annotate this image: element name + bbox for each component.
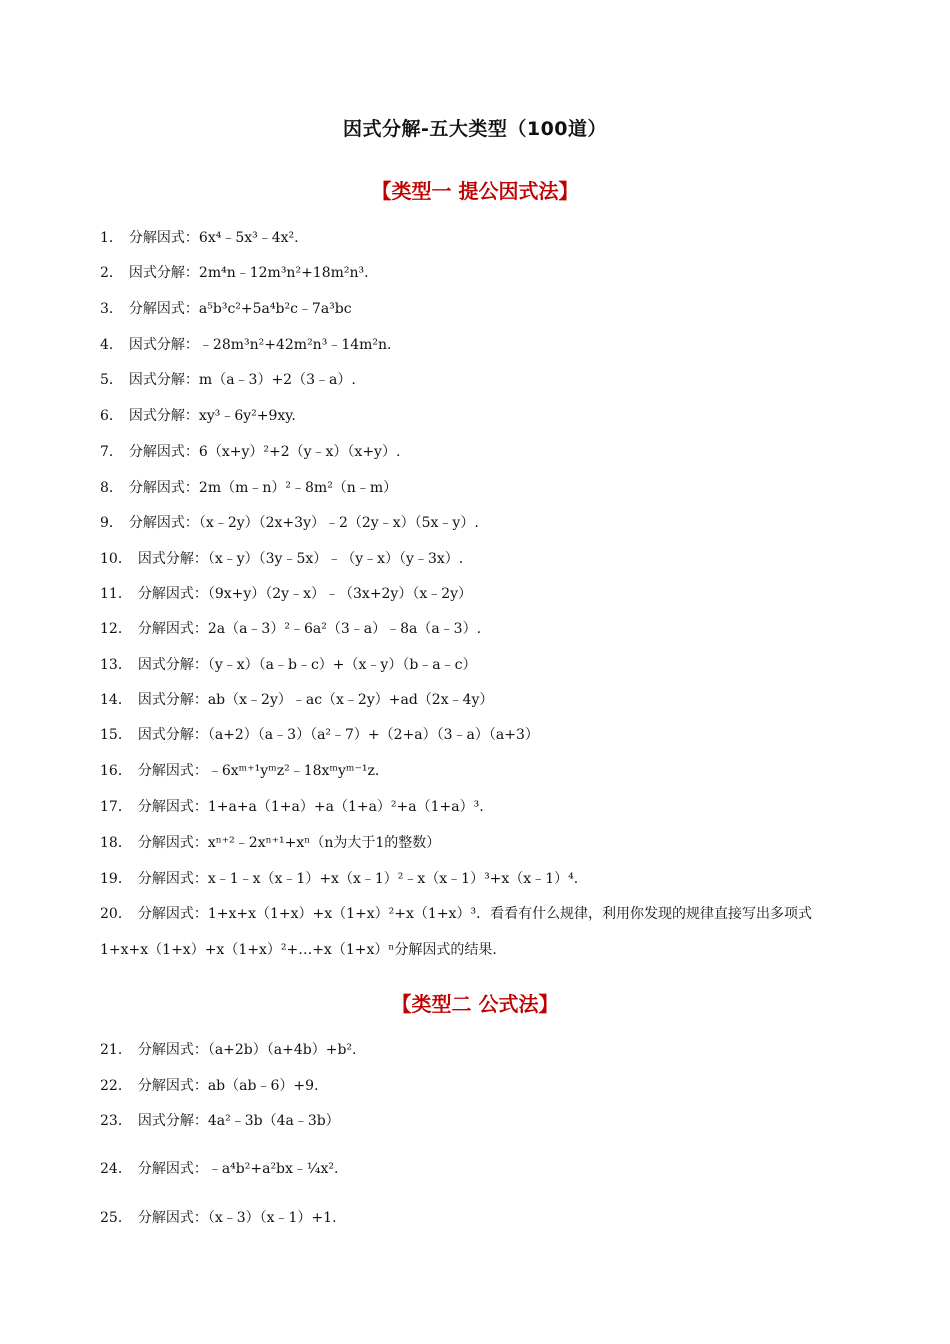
problem-text: 分解因式：a⁵b³c²+5a⁴b²c﹣7a³bc <box>128 301 352 317</box>
page-title: 因式分解-五大类型（100道） <box>342 118 608 140</box>
problem-item <box>100 717 870 753</box>
problem-number: 10． <box>100 551 132 567</box>
problem-text: 因式分解：xy³﹣6y²+9xy. <box>128 408 296 424</box>
problem-item <box>100 576 870 612</box>
problem-item <box>100 327 870 363</box>
problem-number: 13． <box>100 657 132 673</box>
problem-text: 分解因式：2m（m﹣n）²﹣8m²（n﹣m） <box>128 480 398 496</box>
problem-text: 因式分解：（x﹣y）（3y﹣5x）﹣（y﹣x）（y﹣3x）. <box>137 551 464 567</box>
problem-number: 12． <box>100 621 132 637</box>
problem-item <box>100 434 870 470</box>
problem-text: 分解因式：6x⁴﹣5x³﹣4x². <box>128 230 299 246</box>
problem-item <box>100 611 870 647</box>
problem-number: 17． <box>100 799 132 815</box>
problem-item <box>100 1068 870 1104</box>
problem-text: 分解因式：﹣a⁴b²+a²bx﹣¹⁄₄x². <box>137 1161 339 1177</box>
problem-text: 分解因式：ab（ab﹣6）+9. <box>137 1078 319 1094</box>
problem-item <box>100 398 870 434</box>
problem-text: 分解因式：1+x+x（1+x）+x（1+x）²+x（1+x）³．看看有什么规律，利用你发现的规律直接写出多项式1+x+x（1+x）+x（1+x）²+…+x（1+x）ⁿ分解因式的结果. <box>100 906 813 958</box>
problem-text: 分解因式：（a+2b）（a+4b）+b². <box>137 1042 357 1058</box>
problem-number: 4． <box>100 337 123 353</box>
problem-item <box>100 291 870 327</box>
problem-number: 20． <box>100 906 132 922</box>
problem-text: 分解因式：2a（a﹣3）²﹣6a²（3﹣a）﹣8a（a﹣3）. <box>137 621 482 637</box>
problem-text: 分解因式：6（x+y）²+2（y﹣x）（x+y）. <box>128 444 401 460</box>
problem-number: 11． <box>100 586 132 602</box>
problem-item <box>100 1200 870 1236</box>
problem-text: 因式分解：2m⁴n﹣12m³n²+18m²n³. <box>128 265 369 281</box>
problem-number: 3． <box>100 301 123 317</box>
problem-number: 22． <box>100 1078 132 1094</box>
problem-number: 25． <box>100 1210 132 1226</box>
problem-item <box>100 1151 870 1187</box>
problem-number: 14． <box>100 692 132 708</box>
problem-text: 因式分解：m（a﹣3）+2（3﹣a）. <box>128 372 356 388</box>
problem-item <box>100 220 870 256</box>
section-heading-type-2: 【类型二 公式法】 <box>391 992 559 1016</box>
problem-item <box>100 1103 870 1139</box>
problem-number: 15． <box>100 727 132 743</box>
problem-text: 因式分解：（y﹣x）（a﹣b﹣c）+（x﹣y）（b﹣a﹣c） <box>137 657 477 673</box>
problem-number: 6． <box>100 408 123 424</box>
problem-text: 因式分解：﹣28m³n²+42m²n³﹣14m²n. <box>128 337 392 353</box>
problem-text: 分解因式：（x﹣3）（x﹣1）+1. <box>137 1210 337 1226</box>
problem-number: 7． <box>100 444 123 460</box>
problem-item <box>100 1032 870 1068</box>
problem-number: 2． <box>100 265 123 281</box>
problem-text: 分解因式：xⁿ⁺²﹣2xⁿ⁺¹+xⁿ（n为大于1的整数） <box>137 835 441 851</box>
problem-text: 分解因式：x﹣1﹣x（x﹣1）+x（x﹣1）²﹣x（x﹣1）³+x（x﹣1）⁴. <box>137 871 579 887</box>
problem-text: 分解因式：（x﹣2y）（2x+3y）﹣2（2y﹣x）（5x﹣y）. <box>128 515 479 531</box>
problem-item <box>100 753 870 789</box>
problem-item <box>100 541 870 577</box>
problem-item <box>100 682 870 718</box>
problem-item <box>100 362 870 398</box>
problem-item <box>100 470 870 506</box>
problem-text: 因式分解：4a²﹣3b（4a﹣3b） <box>137 1113 340 1129</box>
problem-item <box>100 255 870 291</box>
problem-text: 因式分解：（a+2）（a﹣3）（a²﹣7）+（2+a）（3﹣a）（a+3） <box>137 727 539 743</box>
problem-item <box>100 647 870 683</box>
problem-item <box>100 825 870 861</box>
problem-number: 19． <box>100 871 132 887</box>
problem-item <box>100 861 870 897</box>
problem-number: 18． <box>100 835 132 851</box>
problem-text: 因式分解：ab（x﹣2y）﹣ac（x﹣2y）+ad（2x﹣4y） <box>137 692 494 708</box>
problem-text: 分解因式：（9x+y）（2y﹣x）﹣（3x+2y）（x﹣2y） <box>137 586 473 602</box>
problem-number: 5． <box>100 372 123 388</box>
problem-number: 1． <box>100 230 123 246</box>
problem-number: 21． <box>100 1042 132 1058</box>
problem-number: 23． <box>100 1113 132 1129</box>
problem-number: 16． <box>100 763 132 779</box>
problem-item <box>100 896 860 968</box>
problem-item <box>100 505 870 541</box>
problem-number: 8． <box>100 480 123 496</box>
problem-text: 分解因式：﹣6xᵐ⁺¹yᵐz²﹣18xᵐyᵐ⁻¹z. <box>137 763 380 779</box>
section-heading-type-1: 【类型一 提公因式法】 <box>371 179 579 203</box>
problem-number: 9． <box>100 515 123 531</box>
problem-text: 分解因式：1+a+a（1+a）+a（1+a）²+a（1+a）³. <box>137 799 484 815</box>
problem-number: 24． <box>100 1161 132 1177</box>
problem-item <box>100 789 870 825</box>
